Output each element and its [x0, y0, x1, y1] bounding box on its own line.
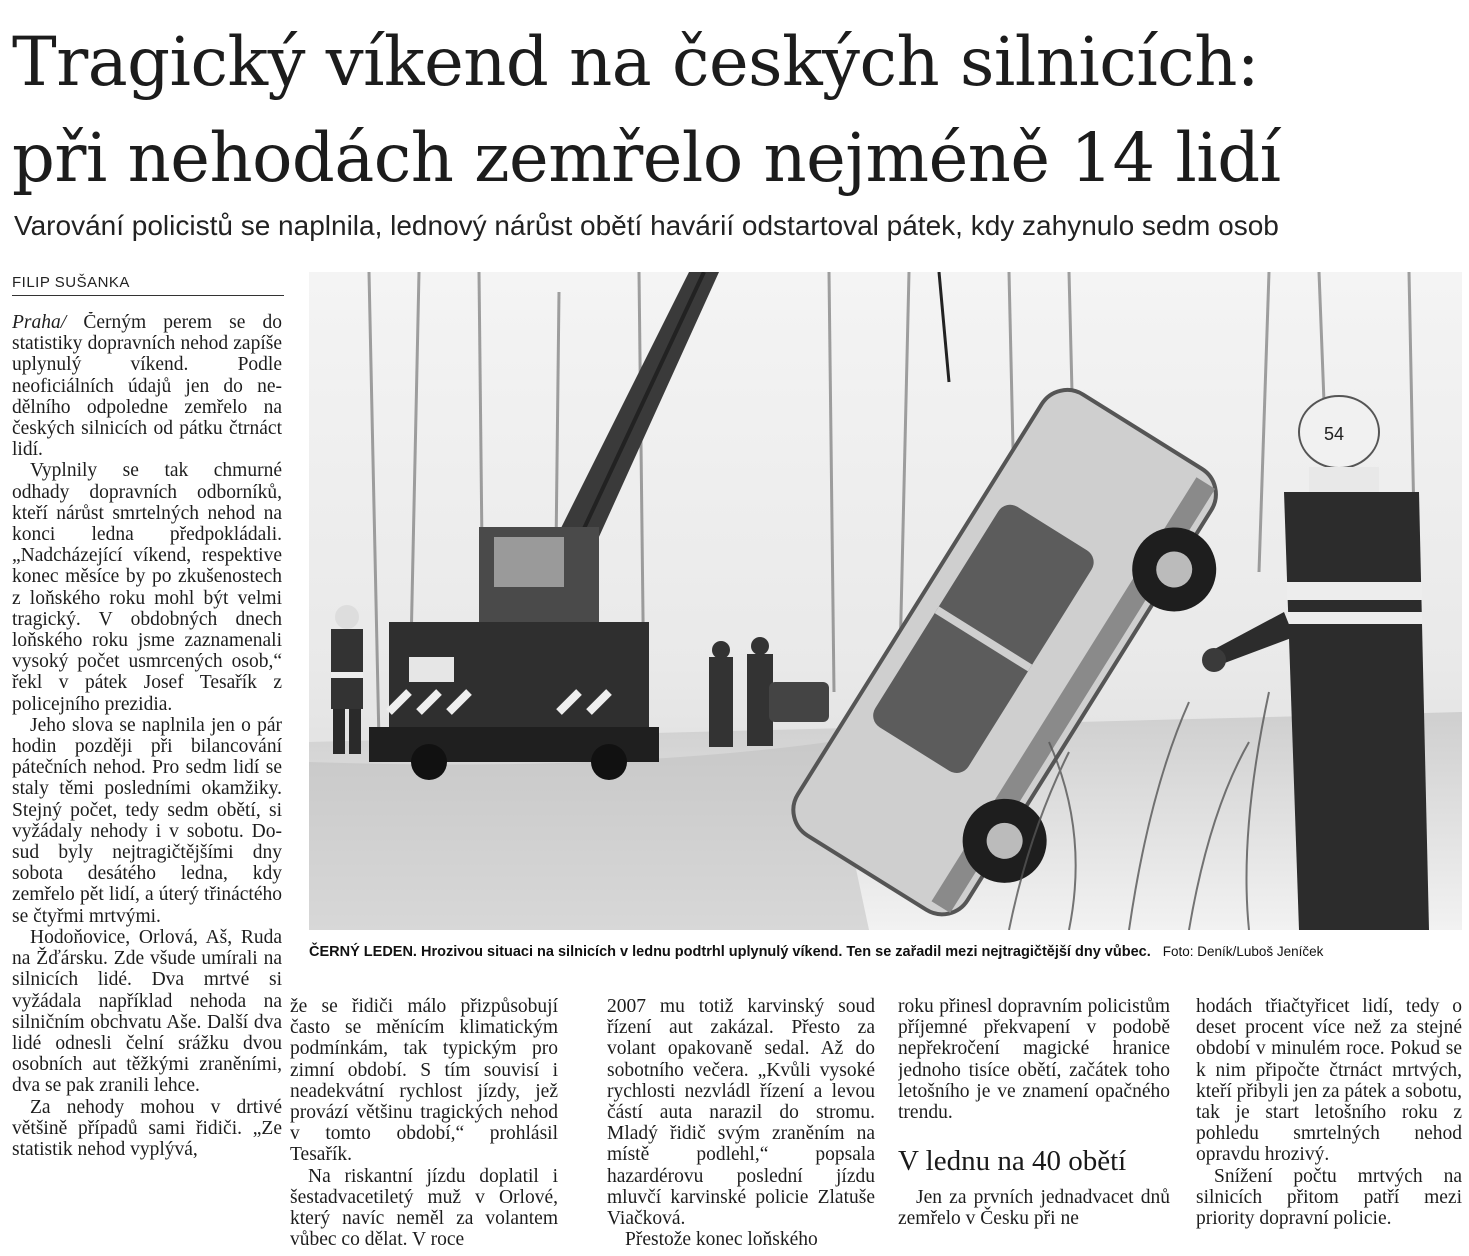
paragraph: Jen za prvních jednadvacet dnů zemřelo v Česku při ne [898, 1187, 1170, 1230]
crosshead: V lednu na 40 obětí [898, 1145, 1127, 1178]
article-column-1 [12, 312, 282, 1256]
headline-line-1: Tragický víkend na českých silnicích: [12, 23, 1260, 101]
paragraph: Vyplnily se tak chmurné odhady dopravních odborníků, kteří nárůst smrtelných nehod na konci ledna předpokládali. „Nadcházející víkend, respektive konec měsíce by po zkušenostech z loňského roku mohl být velmi tragický. V obdobných dnech loňského roku jsme zaznamenali vysoký počet usmrcených osob,“ řekl v pátek Josef Tesařík z policejního prezidia. [12, 460, 282, 715]
paragraph: Za nehody mohou v drtivé většině případů sami řidiči. „Ze statistik nehod vyplývá, [12, 1096, 282, 1160]
paragraph: Na riskantní jízdu doplatil i šestadvacetiletý muž v Orlové, který navíc neměl za volantem vůbec co dělat. V roce [290, 1165, 558, 1251]
paragraph: Hodoňovice, Orlová, Aš, Ruda na Žďársku. Zde všude umírali na silnicích lidé. Dva mrtvé si vyžádala například nehoda na silničním obchvatu Aše. Další dva lidé odnesli čelní srážku dvou osobních aut těžkými zraněními, dva se pak zranili lehce. [12, 926, 282, 1097]
paragraph: roku přinesl dopravním policistům příjemné překvapení v podobě nepřekročení magické hranice jednoho tisíce obětí, začátek toho letošního je ve znamení opačného trendu. [898, 996, 1170, 1124]
byline: FILIP SUŠANKA [12, 274, 284, 296]
caption-text: Hrozivou situaci na silnicích v lednu podtrhl uplynulý víkend. Ten se zařadil mezi nejtragičtější dny vůbec. [421, 944, 1151, 960]
article-column-2 [290, 996, 558, 1256]
paragraph: že se řidiči málo přizpůsobují často se měnícím klimatickým podmínkám, tak typickým pro zimní období. S tím souvisí i neadekvátní rychlost jízdy, jež provází většinu tragických nehod v tomto období,“ prohlásil Tesařík. [290, 996, 558, 1166]
caption-lead: ČERNÝ LEDEN. [309, 944, 417, 960]
headline-line-2: při nehodách zemřelo nejméně 14 lidí [12, 119, 1281, 197]
paragraph: Praha/ Černým perem se do statistiky dopravních nehod zapíše uplynulý víkend. Podle neoficiálních údajů jen do nedělního odpoledne zemřelo na českých silnicích od pátku čtrnáct lidí. [12, 312, 282, 461]
article-column-5 [1196, 996, 1462, 1256]
paragraph: Jeho slova se naplnila jen o pár hodin později při bilancování pátečních nehod. Pro sedm lidí se staly těmi posledními okamžiky. Stejný počet, tedy sedm obětí, si vyžádaly nehody i v sobotu. Dosud byly nejtragičtějšími dny sobota desátého ledna, kdy zemřelo pět lidí, a úterý třináctého se čtyřmi mrtvými. [12, 714, 282, 927]
news-photo [309, 272, 1462, 930]
paragraph: 2007 mu totiž karvinský soud řízení aut zakázal. Přesto za volant opakovaně sedal. Až do sobotního večera. „Kvůli vysoké rychlosti nezvládl řízení a levou částí auta narazil do stromu. Mladý řidič svým zraněním na místě podlehl,“ popsala hazardérovu poslední jízdu mluvčí karvinské policie Zlatuše Viačková. [607, 996, 875, 1230]
paragraph: Přestože konec loňského [625, 1229, 818, 1251]
article-column-3 [607, 996, 875, 1256]
subheadline: Varování policistů se naplnila, lednový nárůst obětí havárií odstartoval pátek, kdy zahynulo sedm osob [14, 210, 1279, 241]
paragraph: hodách třiačtyřicet lidí, tedy o deset procent více než za stejné období v minulém roce. Pokud se k nim připočte čtrnáct mrtvých, kteří přibyli jen za pátek a sobotu, tak je start letošního roku z pohledu smrtelných nehod opravdu hrozivý. [1196, 996, 1462, 1166]
parked-car [769, 682, 829, 722]
headline [12, 14, 1462, 206]
paragraph: Snížení počtu mrtvých na silnicích přitom patří mezi priority dopravní policie. [1196, 1165, 1462, 1230]
photo-caption [309, 944, 1462, 960]
helmet-number: 54 [1324, 424, 1345, 444]
photo-credit: Foto: Deník/Luboš Jeníček [1162, 944, 1324, 959]
article-column-4 [898, 996, 1170, 1256]
dateline: Praha/ [12, 312, 67, 333]
